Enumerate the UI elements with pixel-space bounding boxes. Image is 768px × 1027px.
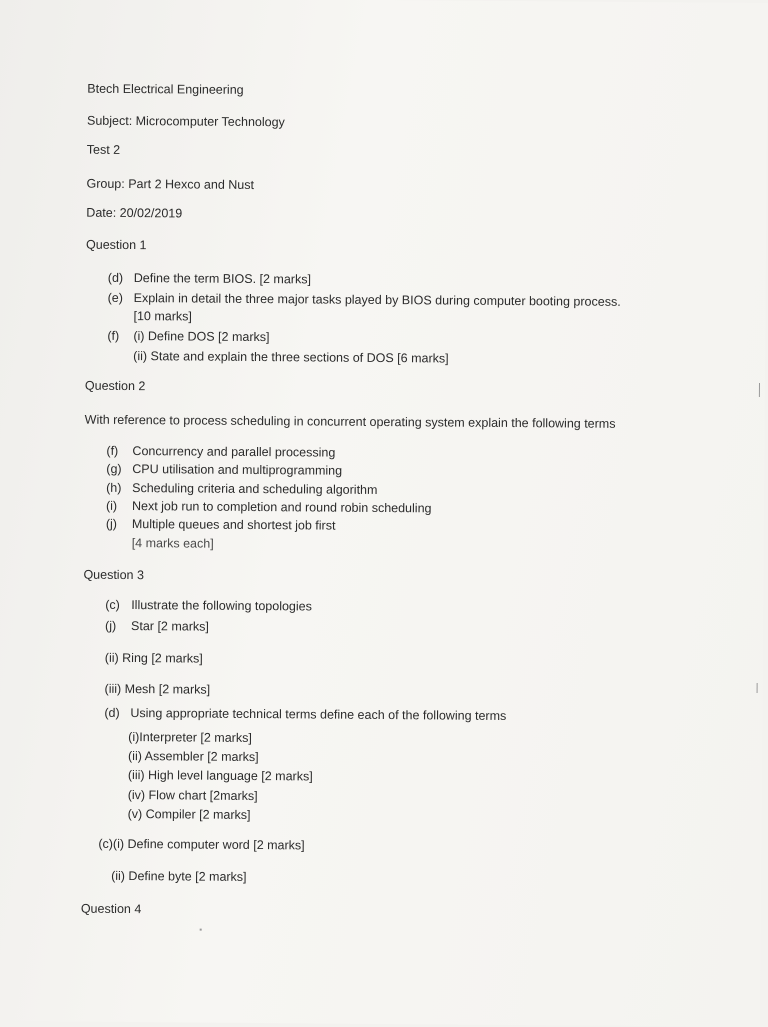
q2-intro: With reference to process scheduling in concurrent operating system explain the following terms (84, 412, 616, 431)
q3-d-item-compiler: (v) Compiler [2 marks] (127, 807, 251, 822)
q3-d-text: Using appropriate technical terms define each of the following terms (130, 706, 507, 723)
q1-item-e (108, 290, 621, 310)
group-line: Group: Part 2 Hexco and Nust (86, 176, 255, 192)
test-line: Test 2 (86, 142, 121, 157)
q3-mesh: (iii) Mesh [2 marks] (104, 681, 211, 697)
q3-c-text: Illustrate the following topologies (131, 598, 312, 614)
scan-speck (200, 929, 202, 931)
q3-ring: (ii) Ring [2 marks] (104, 650, 203, 666)
scan-edge-mark (759, 383, 760, 397)
q1-d-text: Define the term BIOS. [2 marks] (133, 271, 312, 287)
q2-f-label: (f) (106, 443, 119, 458)
program-title: Btech Electrical Engineering (87, 81, 244, 97)
q3-c2-byte: (ii) Define byte [2 marks] (111, 868, 247, 884)
q2-item-h (106, 480, 377, 498)
q2-i-label: (i) (105, 498, 118, 513)
q2-j-text: Multiple queues and shortest job first (131, 517, 336, 533)
question-2-title: Question 2 (84, 378, 146, 394)
q2-h-label: (h) (106, 480, 122, 495)
q1-f-ii-text: (ii) State and explain the three sections of DOS [6 marks] (133, 349, 449, 366)
q3-c-label: (c) (105, 597, 120, 612)
q3-d-label: (d) (104, 705, 120, 720)
q2-i-text: Next job run to completion and round robin scheduling (131, 499, 432, 516)
q1-f-label: (f) (107, 328, 120, 343)
q1-f-i-text: (i) Define DOS [2 marks] (133, 329, 270, 345)
q3-d-item-interpreter: (i)Interpreter [2 marks] (128, 730, 252, 745)
date-line: Date: 20/02/2019 (86, 205, 183, 221)
q2-g-label: (g) (106, 461, 122, 476)
q1-d-label: (d) (107, 270, 124, 285)
q3-d-item-high-level-language: (iii) High level language [2 marks] (127, 768, 313, 784)
q2-marks: [4 marks each] (131, 536, 214, 551)
q3-item-star (105, 618, 209, 635)
question-1-title: Question 1 (86, 237, 147, 253)
q3-star-text: Star [2 marks] (131, 619, 209, 634)
question-4-title: Question 4 (80, 901, 142, 917)
q3-item-d (104, 705, 506, 724)
q3-d-item-flow-chart: (iv) Flow chart [2marks] (127, 788, 258, 804)
subject-line: Subject: Microcomputer Technology (86, 113, 285, 130)
q2-item-i (106, 498, 432, 517)
q1-e-text: Explain in detail the three major tasks played by BIOS during computer booting process. (133, 291, 621, 309)
q2-f-text: Concurrency and parallel processing (132, 444, 336, 460)
q2-j-label: (j) (105, 516, 118, 531)
q2-item-g (106, 461, 342, 479)
scan-edge-mark (757, 683, 758, 693)
q3-d-item-assembler: (ii) Assembler [2 marks] (127, 749, 259, 765)
q2-g-text: CPU utilisation and multiprogramming (132, 462, 343, 478)
q3-star-label: (j) (105, 618, 117, 633)
question-3-title: Question 3 (83, 567, 144, 583)
q2-item-j (106, 516, 336, 534)
q3-item-c (105, 597, 312, 615)
q2-item-f (106, 443, 335, 461)
q1-item-d (108, 270, 311, 288)
q2-h-text: Scheduling criteria and scheduling algorithm (132, 481, 378, 497)
q3-c2-computer-word: (c)(i) Define computer word [2 marks] (98, 836, 305, 853)
q1-e-label: (e) (107, 290, 123, 305)
q1-e-marks: [10 marks] (133, 309, 192, 324)
q1-item-f (107, 328, 269, 345)
